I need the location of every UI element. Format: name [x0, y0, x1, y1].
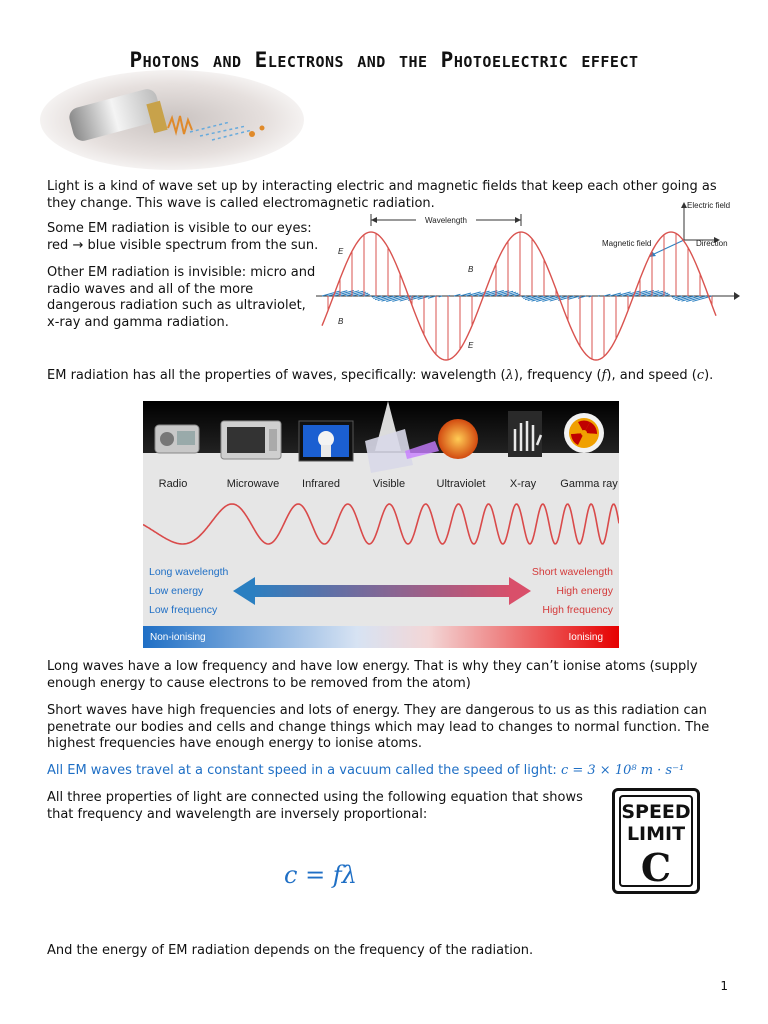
left-label: Low frequency [149, 604, 218, 616]
b-label-left: B [338, 317, 344, 326]
radio-icon [155, 425, 199, 453]
ultraviolet-sun-icon [438, 419, 478, 459]
speed-text: All EM waves travel at a constant speed in a vacuum called the speed of light: [47, 763, 561, 778]
sign-limit-text: LIMIT [626, 823, 686, 845]
band-label-infrared: Infrared [302, 478, 340, 490]
text-line: red → blue visible spectrum from the sun. [47, 237, 319, 253]
speed-symbol: c [696, 368, 705, 383]
properties-mid1: ), frequency ( [513, 368, 602, 383]
e-label-top: E [338, 247, 344, 256]
sign-speed-text: SPEED [621, 801, 691, 823]
electric-field-label: Electric field [687, 201, 731, 210]
intro-paragraph: Light is a kind of wave set up by interacting electric and magnetic fields that keep each other going as they change. This wave is called electromagnetic radiation. [47, 179, 717, 211]
xray-hand-icon [508, 411, 542, 457]
text-line: dangerous radiation such as ultraviolet, [47, 298, 306, 313]
magnetic-field-label: Magnetic field [602, 239, 652, 248]
band-label-ultraviolet: Ultraviolet [436, 478, 486, 490]
properties-prefix: EM radiation has all the properties of waves, specifically: wavelength ( [47, 368, 506, 383]
page-title: Photons and Electrons and the Photoelectric effect [129, 48, 639, 72]
properties-suffix: ). [704, 368, 714, 383]
speed-limit-sign [612, 788, 700, 894]
page-number: 1 [720, 979, 728, 993]
long-waves-paragraph: Long waves have a low frequency and have low energy. That is why they can’t ionise atoms (supply enough energy to cause electrons to be removed from the atom) [47, 659, 698, 691]
ionising-label: Ionising [568, 632, 603, 643]
microwave-icon [221, 421, 281, 459]
gamma-radiation-icon [564, 413, 604, 453]
band-label-x-ray: X-ray [509, 478, 537, 490]
text-line: that frequency and wavelength are inversely proportional: [47, 806, 428, 822]
wave-equation: c = fλ [284, 861, 357, 889]
non-ionising-label: Non-ionising [150, 632, 206, 643]
left-label: Long wavelength [149, 566, 229, 578]
wavelength-label: Wavelength [425, 216, 467, 225]
infrared-icon [299, 421, 353, 461]
speed-value: c = 3 × 10⁸ m · s⁻¹ [560, 763, 685, 778]
short-waves-paragraph: Short waves have high frequencies and lots of energy. They are dangerous to us as this radiation can penetrate our bodies and cells and change things which may lead to changes to normal function. The highest frequencies have enough energy to ionise atoms. [47, 703, 710, 751]
right-label: Short wavelength [531, 566, 613, 578]
invisible-radiation-text [47, 265, 337, 331]
text-line: All three properties of light are connected using the following equation that shows [47, 790, 583, 805]
speed-of-light-sentence [47, 763, 747, 780]
band-label-radio: Radio [158, 478, 188, 490]
visible-radiation-text [47, 221, 337, 254]
text-line: Other EM radiation is invisible: micro and [47, 265, 316, 280]
band-label-gamma-ray: Gamma ray [560, 478, 618, 490]
right-label: High energy [556, 585, 613, 597]
em-wave-diagram [316, 196, 740, 364]
properties-sentence [47, 368, 747, 385]
right-label: High frequency [542, 604, 613, 616]
b-label-right: B [468, 265, 474, 274]
text-line: radio waves and all of the more [47, 281, 254, 297]
band-label-visible: Visible [372, 478, 406, 490]
em-spectrum-figure [143, 401, 619, 648]
energy-sentence: And the energy of EM radiation depends on the frequency of the radiation. [47, 943, 534, 958]
properties-mid2: ), and speed ( [606, 368, 697, 383]
direction-label: Direction [696, 239, 728, 248]
lambda-symbol: λ [505, 368, 514, 383]
three-properties-text [47, 790, 607, 823]
left-label: Low energy [149, 585, 204, 597]
e-label-bottom: E [468, 341, 474, 350]
band-label-microwave: Microwave [226, 478, 280, 490]
sign-c-text: C [640, 845, 672, 890]
text-line: x-ray and gamma radiation. [47, 314, 229, 330]
text-line: Some EM radiation is visible to our eyes: [47, 221, 312, 236]
photoelectric-illustration [40, 70, 305, 170]
frequency-symbol: f [601, 368, 607, 383]
